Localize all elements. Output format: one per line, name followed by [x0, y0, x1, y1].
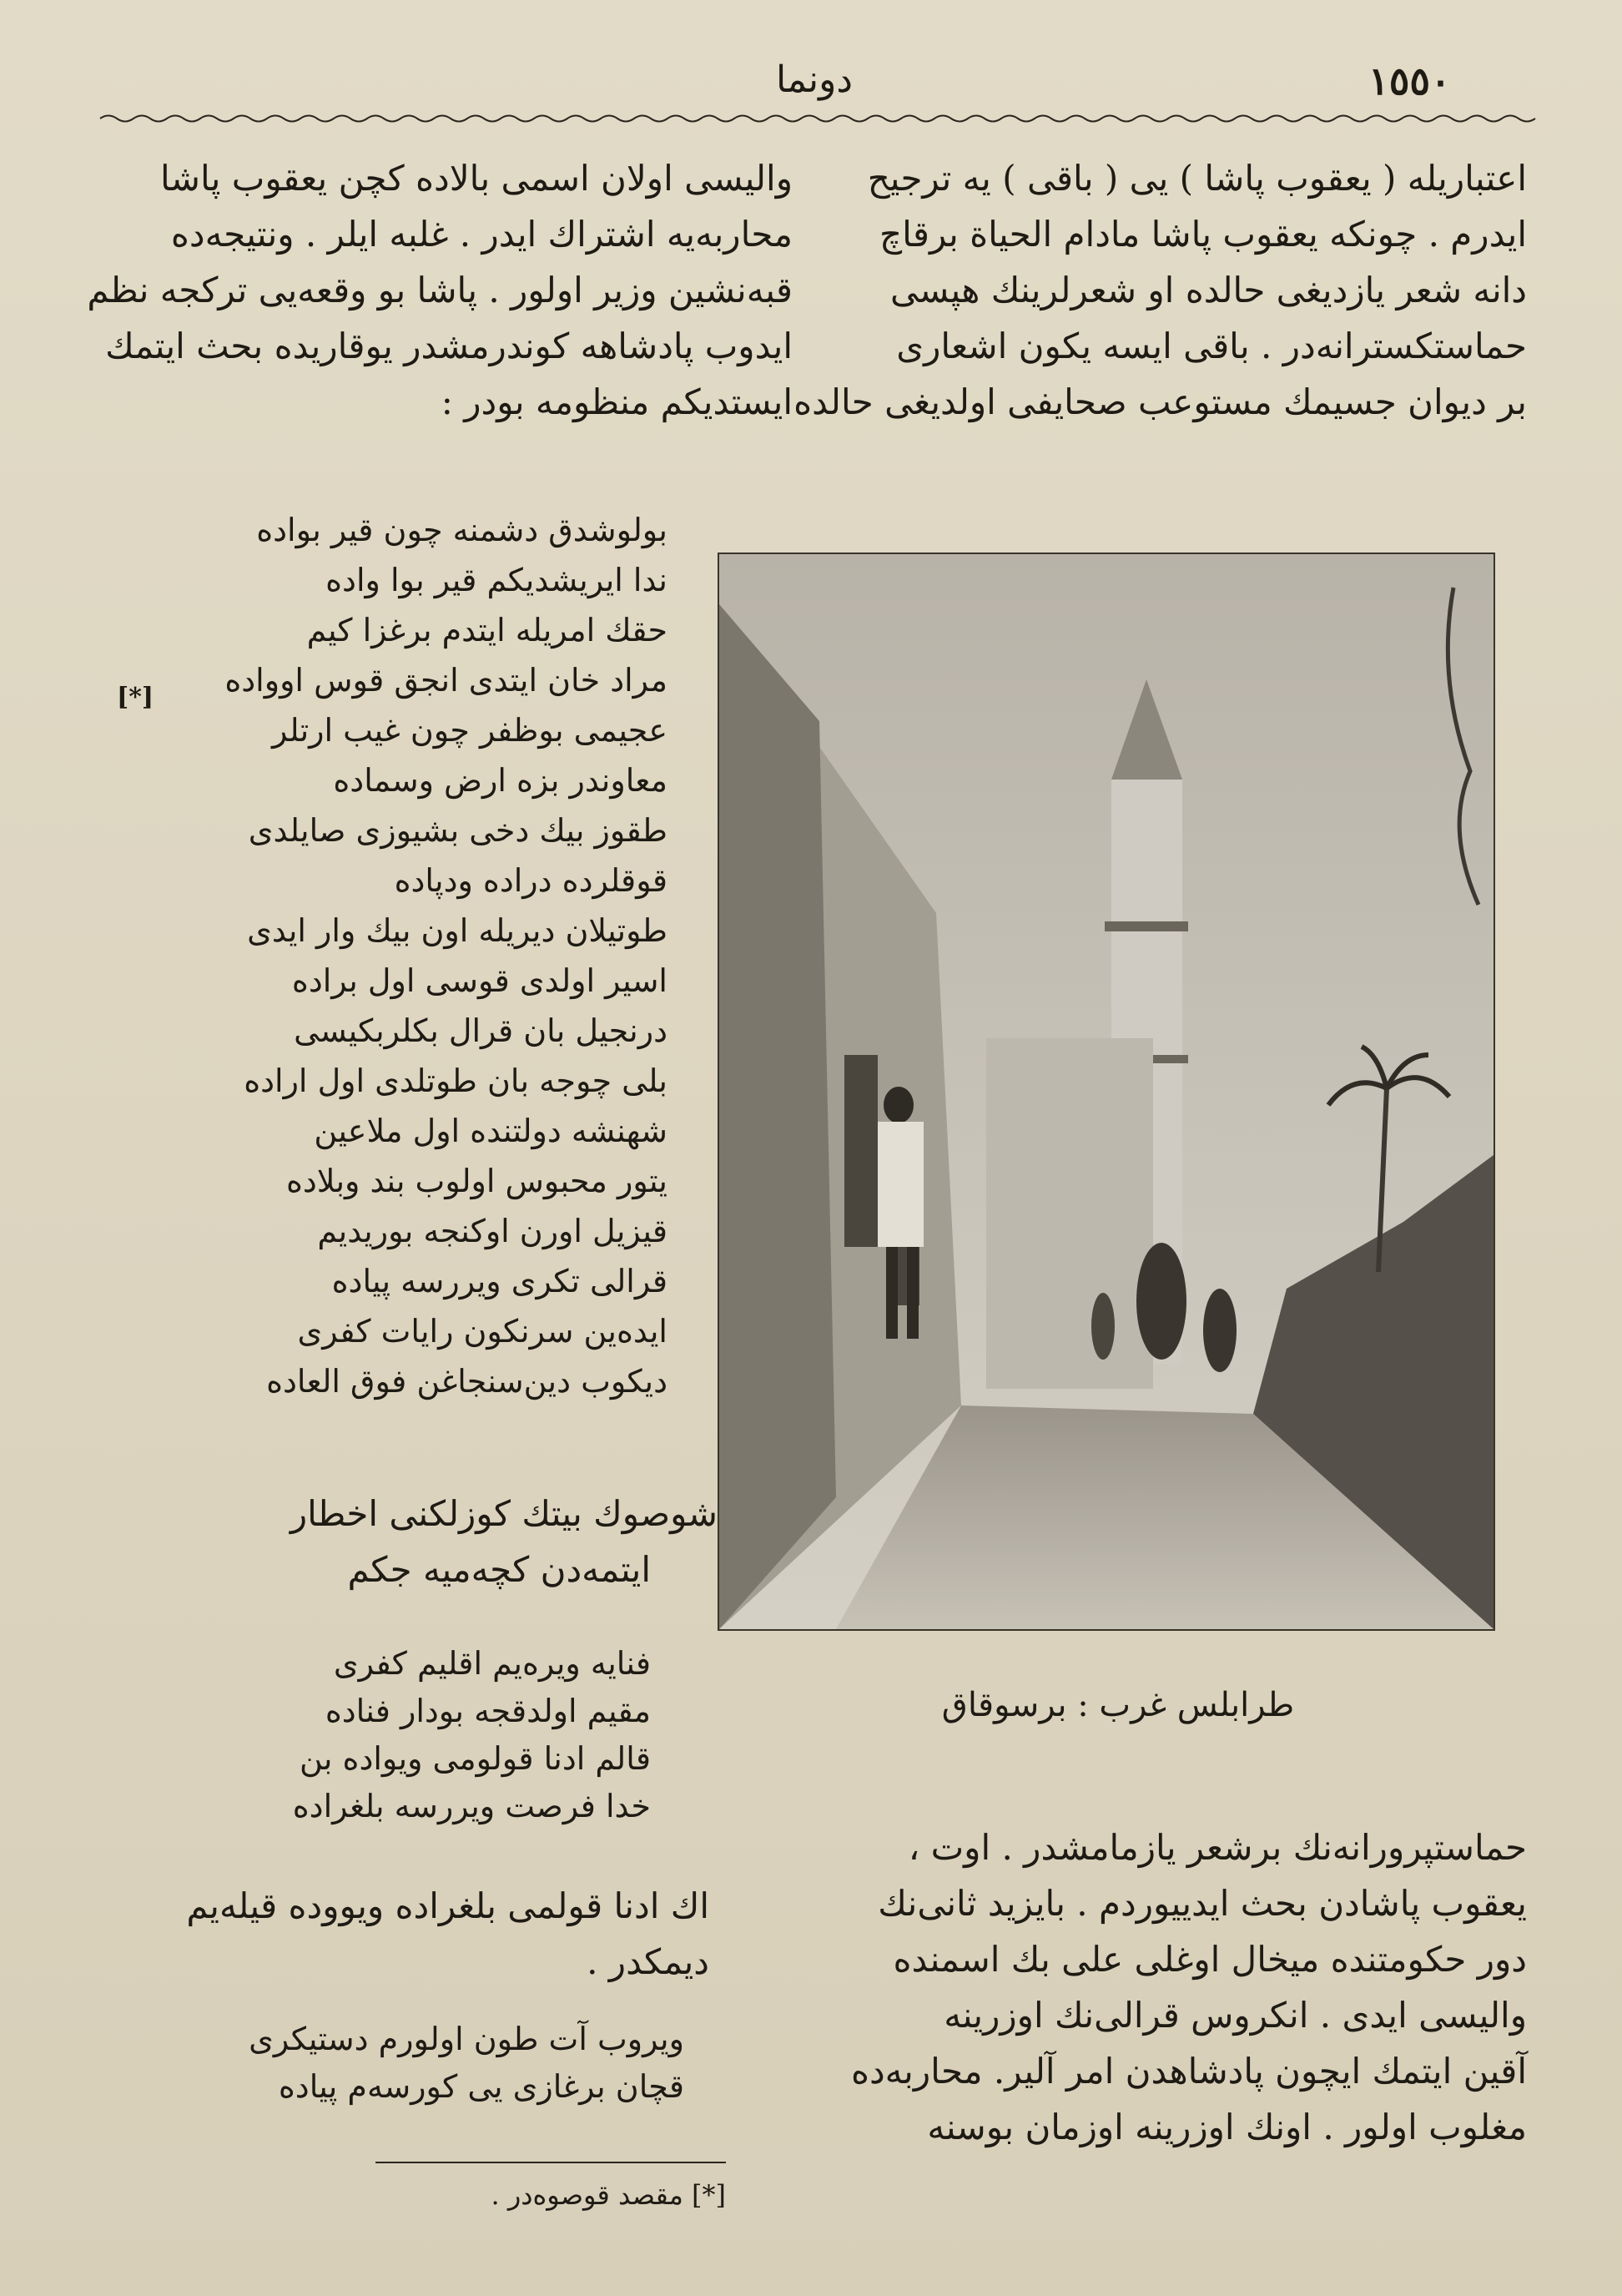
text-line: حماستپرورانه‌نك برشعر یازمامشدر . اوت ، — [908, 1827, 1527, 1868]
text-line: ایتمه‌دن کچه‌میه جکم — [347, 1549, 651, 1590]
text-line: اعتباریله ( یعقوب پاشا ) یی ( باقی ) یه ترجیح — [867, 158, 1527, 199]
left-column-top-paragraph — [87, 150, 793, 430]
text-line: اك ادنا قولمی بلغراده ویووده قیلەیم — [186, 1885, 709, 1926]
photo-caption: طرابلس غرب : برسوقاق — [941, 1686, 1295, 1724]
verse-line: قوقلرده دراده ودپاده — [394, 862, 667, 899]
verse-line: طقوز بیك دخی بشیوزی صایلدی — [248, 812, 667, 849]
text-line: والیسی ایدی . انکروس قرالی‌نك اوزرینه — [944, 1995, 1527, 2036]
text-line: بر دیوان جسیمك مستوعب صحایفی اولدیغی حالده — [793, 381, 1527, 422]
poem-commentary-lines — [150, 1486, 718, 1597]
verse-line: معاوندر بزه ارض وسماده — [333, 762, 667, 799]
verse-line: مراد خان ایتدی انجق قوس اوواده — [224, 662, 667, 699]
text-line: مغلوب اولور . اونك اوزرینه اوزمان بوسنه — [927, 2107, 1527, 2147]
verse-line: دیکوب دین‌سنجاغن فوق العاده — [266, 1363, 667, 1400]
footnote: [*] مقصد قوصوه‌در . — [491, 2179, 726, 2211]
text-line: محاربه‌یه اشتراك ایدر . غلبه ایلر . ونتیجه‌ده — [170, 214, 793, 255]
verse-line: قچان برغازی یی کورسەم پیاده — [278, 2068, 684, 2105]
right-column-top-paragraph — [793, 150, 1527, 430]
verse-line: بلی چوجه بان طوتلدی اول اراده — [244, 1062, 667, 1099]
text-line: شوصوك بیتك کوزلکنی اخطار — [290, 1493, 718, 1534]
text-line: آقین ایتمك ایچون پادشاهدن امر آلیر. محاربه‌ده — [850, 2051, 1527, 2092]
text-line: دیمکدر . — [587, 1941, 709, 1982]
text-line: ایدوب پادشاهه کوندرمشدر یوقاریده بحث ایتمك — [105, 325, 793, 366]
text-line: ایستدیکم منظومه بودر : — [441, 381, 793, 422]
poem-second-verses — [250, 1640, 651, 1830]
verse-line: اسیر اولدی قوسی اول براده — [291, 962, 667, 999]
verse-line: شهنشه دولتنده اول ملاعین — [314, 1113, 667, 1149]
page-header — [0, 58, 1622, 117]
verse-line: درنجیل بان قرال بکلربکیسی — [294, 1012, 667, 1049]
verse-line: حقك امریله ایتدم برغزا کیم — [306, 612, 667, 648]
verse-line: طوتیلان دیریله اون بیك وار ایدی — [247, 912, 667, 949]
verse-line: فنایه ویره‌یم اقلیم کفری — [333, 1645, 651, 1682]
verse-line: مقیم اولدقجه بودار فناده — [325, 1693, 651, 1729]
verse-line: بولوشدق دشمنه چون قیر بوادە — [256, 512, 667, 548]
text-line: یعقوب پاشادن بحث ایدییوردم . بایزید ثانی‌نك — [878, 1883, 1527, 1924]
text-line: دور حکومتنده میخال اوغلی علی بك اسمنده — [893, 1939, 1527, 1980]
poem-final-verses — [250, 2016, 684, 2111]
footnote-marker: [*] — [117, 683, 154, 712]
text-line: ایدرم . چونکه یعقوب پاشا مادام الحیاة برقاچ — [879, 214, 1527, 255]
verse-line: خدا فرصت ویررسه بلغراده — [292, 1788, 651, 1824]
header-wavy-rule — [100, 113, 1535, 124]
text-line: دانه شعر یازدیغی حالده او شعرلرینك هپسی — [890, 270, 1527, 310]
running-title: دونما — [776, 58, 853, 101]
verse-line: قالم ادنا قولومی ویواده بن — [299, 1740, 651, 1777]
poem-first-verses — [167, 505, 667, 1406]
verse-line: ایده‌ین سرنکون رایات کفری — [297, 1313, 667, 1350]
right-column-bottom-paragraph — [850, 1819, 1527, 2155]
footnote-divider — [375, 2162, 726, 2163]
verse-line: عجیمی بوظفر چون غیب ارتلر — [272, 712, 667, 749]
verse-line: ندا ایریشدیکم قیر بوا وادە — [325, 562, 667, 598]
verse-line: ویروب آت طون اولورم دستیکری — [249, 2021, 684, 2057]
verse-line: قیزیل اورن اوکنجه بوریدیم — [317, 1213, 667, 1249]
text-line: والیسی اولان اسمی بالاده کچن یعقوب پاشا — [159, 158, 793, 199]
street-photograph — [718, 553, 1495, 1631]
left-column-bottom-paragraph — [142, 1878, 709, 1990]
page-number: ١٥٥٠ — [1368, 58, 1451, 103]
verse-line: یتور محبوس اولوب بند وبلاده — [285, 1163, 667, 1199]
photo-illustration — [719, 554, 1494, 1629]
text-line: حماستکسترانه‌در . باقی ایسه یکون اشعاری — [896, 325, 1527, 366]
text-line: قبه‌نشین وزیر اولور . پاشا بو وقعه‌یی ترکجه نظم — [87, 270, 793, 310]
verse-line: قرالی تکری ویررسه پیاده — [331, 1263, 667, 1299]
